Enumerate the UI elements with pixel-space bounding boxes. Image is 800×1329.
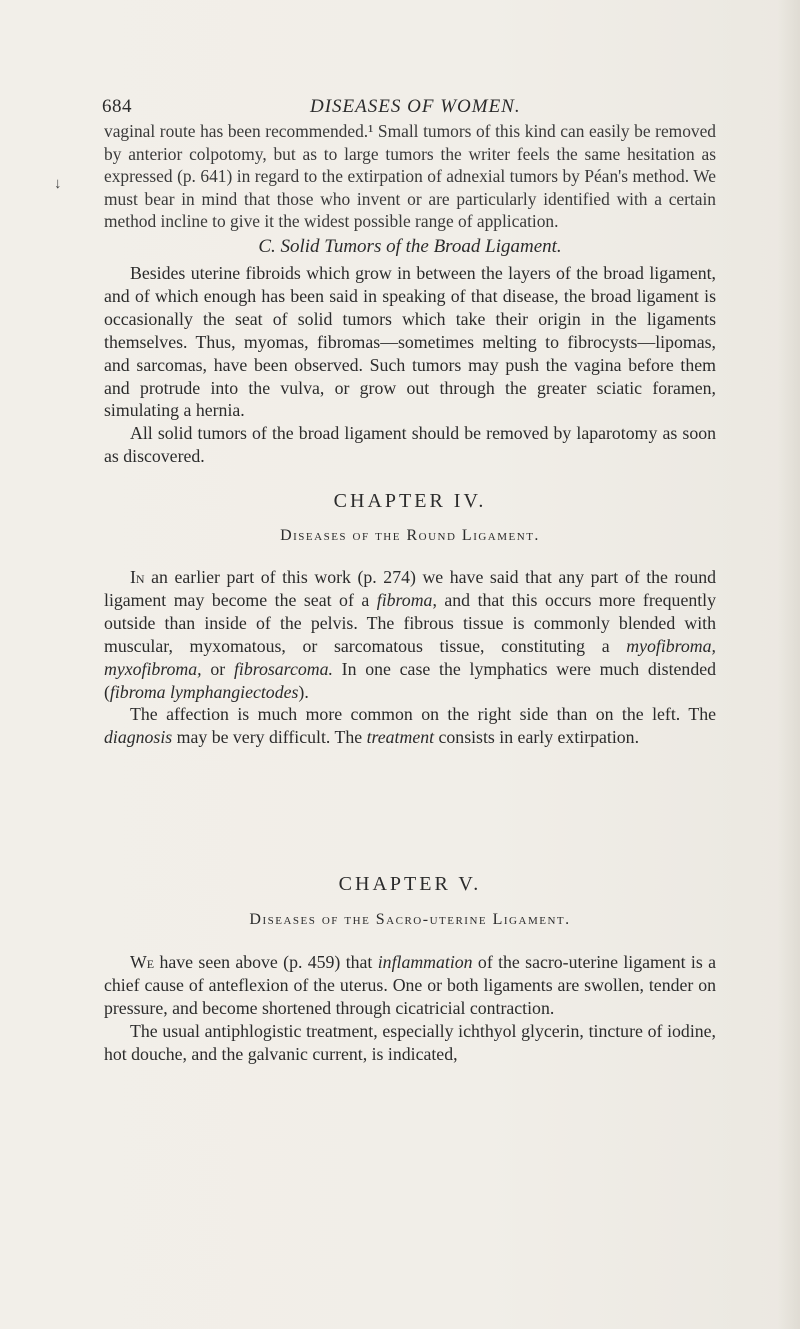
chapter-iv-paragraph-2	[104, 703, 716, 749]
chapter-iv-text-3: or	[201, 658, 234, 679]
section-heading-c: C. Solid Tumors of the Broad Ligament.	[258, 236, 562, 257]
chapter-iv-diagnosis: diagnosis	[104, 727, 173, 748]
intro-paragraph: vaginal route has been recommended.¹ Small tumors of this kind can easily be removed by anterior colpotomy, but as to large tumors the writer feels the same hesitation as expressed (p. 641) in regard to the extirpation of adnexial tumors by Péan's method. We must bear in mind that those who invent or are particularly identified with a certain method incline to give it the widest possible range of application.	[104, 121, 716, 232]
chapter-iv-text-2: , and that this occurs more frequently outside than inside of the pelvis. The fibrous tissue is commonly blended with muscular, myxomatous, or sarcomatous tissue, constituting a	[104, 589, 716, 656]
chapter-iv-text-8: consists in early extirpation.	[434, 727, 640, 748]
chapter-v-heading: CHAPTER V.	[338, 873, 482, 895]
chapter-iv-lead-word: In	[130, 567, 145, 587]
chapter-iv-text-4: In one case the lymphatics were much distended (	[104, 658, 716, 702]
section-c-paragraph-1: Besides uterine fibroids which grow in between the layers of the broad ligament, and of which enough has been said in speaking of that disease, the broad ligament is occasionally the seat of solid tumors which take their origin in the ligaments themselves. Thus, myomas, fibromas—sometimes melting to fibrocysts—lipomas, and sarcomas, have been observed. Such tumors may push the vagina before them and protrude into the vulva, or grow out through the greater sciatic foramen, simulating a hernia.	[104, 263, 716, 421]
chapter-iv-lymphangiectodes: fibroma lymphangiectodes	[109, 681, 299, 702]
chapter-v-inflammation: inflammation	[377, 952, 473, 972]
page-edge-shadow	[778, 0, 800, 1329]
section-c-paragraph-2: All solid tumors of the broad ligament should be removed by laparotomy as soon as discovered.	[104, 423, 716, 467]
running-title: DISEASES OF WOMEN.	[310, 96, 521, 117]
page-number: 684	[102, 96, 132, 117]
chapter-iv-text-1: an earlier part of this work (p. 274) we have said that any part of the round ligament may become the seat of a	[104, 567, 716, 610]
chapter-iv-treatment: treatment	[366, 727, 435, 748]
chapter-v-body	[104, 951, 716, 1066]
chapter-iv-fibroma: fibroma	[376, 589, 433, 610]
margin-mark: ↓	[54, 176, 62, 192]
chapter-iv-text-6: The affection is much more common on the right side than on the left. The	[130, 704, 716, 725]
intro-paragraph-block	[104, 120, 716, 233]
chapter-v-text-2: of the sacro-uterine ligament is a chief cause of anteflexion of the uterus. One or both ligaments are swollen, tender on pressure, and become shortened through cicatricial contraction.	[104, 952, 717, 1018]
chapter-iv-title: Diseases of the Round Ligament.	[280, 527, 540, 544]
chapter-iv-text-5: ).	[298, 681, 309, 702]
chapter-iv-text-7: may be very difficult. The	[172, 727, 367, 748]
chapter-v-paragraph-1	[104, 951, 716, 1020]
chapter-iv-body	[104, 566, 716, 749]
chapter-v-lead-word: We	[130, 952, 155, 972]
section-c-body	[104, 262, 716, 468]
chapter-v-title: Diseases of the Sacro-uterine Ligament.	[249, 911, 571, 928]
chapter-iv-myofibroma: myofibroma, myxofibroma,	[104, 635, 716, 679]
chapter-iv-paragraph-1	[104, 566, 716, 703]
chapter-v-paragraph-2: The usual antiphlogistic treatment, especially ichthyol glycerin, tincture of iodine, hot douche, and the galvanic current, is indicated,	[104, 1020, 716, 1064]
page-header	[102, 96, 702, 120]
chapter-iv-fibrosarcoma: fibrosarcoma.	[233, 658, 333, 679]
chapter-v-text-1: have seen above (p. 459) that	[154, 952, 378, 972]
chapter-iv-heading: CHAPTER IV.	[333, 490, 487, 512]
